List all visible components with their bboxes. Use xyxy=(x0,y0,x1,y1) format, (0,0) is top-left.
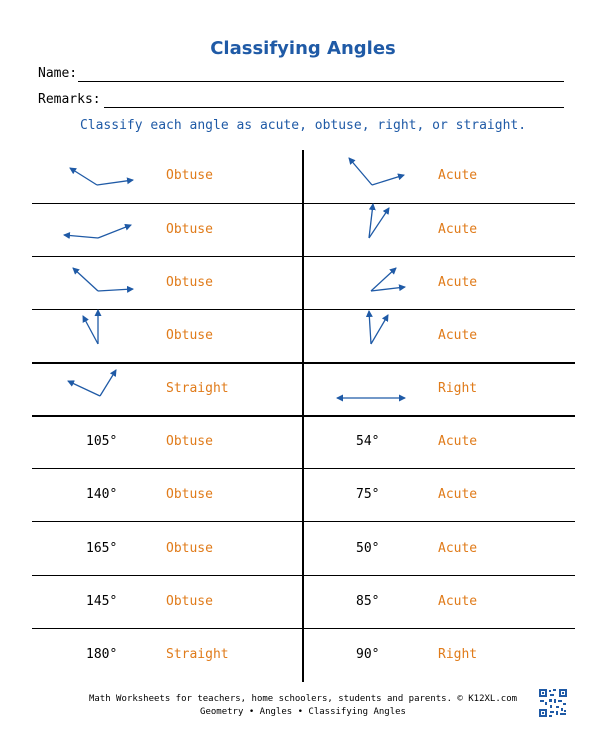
answer-right: Acute xyxy=(438,275,478,290)
remarks-label: Remarks: xyxy=(38,92,101,107)
answer-left: Obtuse xyxy=(166,541,213,556)
answer-left: Obtuse xyxy=(166,487,213,502)
degree-value: 54° xyxy=(356,434,380,449)
angle-figure-6 xyxy=(349,158,404,185)
answer-left: Straight xyxy=(166,647,229,662)
footer-line-1: Math Worksheets for teachers, home schoolers, students and parents. © K12XL.com xyxy=(88,694,518,704)
qr-code-icon xyxy=(538,688,568,718)
angle-figure-9 xyxy=(369,311,388,344)
answer-left: Straight xyxy=(166,381,229,396)
degree-value: 145° xyxy=(86,594,118,609)
answer-right: Right xyxy=(438,647,478,662)
answer-left: Obtuse xyxy=(166,168,213,183)
answer-right: Acute xyxy=(438,168,478,183)
angle-figure-3 xyxy=(73,268,133,291)
instruction-text: Classify each angle as acute, obtuse, right, or straight. xyxy=(79,118,527,133)
name-label: Name: xyxy=(38,66,78,81)
answer-right: Acute xyxy=(438,222,478,237)
worksheet-title: Classifying Angles xyxy=(210,38,396,59)
angle-figure-7 xyxy=(369,204,389,238)
answer-left: Obtuse xyxy=(166,594,213,609)
answer-right: Acute xyxy=(438,541,478,556)
answer-left: Obtuse xyxy=(166,328,213,343)
angle-figure-2 xyxy=(64,225,131,238)
degree-value: 180° xyxy=(86,647,118,662)
answer-left: Obtuse xyxy=(166,222,213,237)
degree-value: 50° xyxy=(356,541,380,556)
degree-value: 75° xyxy=(356,487,380,502)
answer-right: Acute xyxy=(438,328,478,343)
angle-figure-1 xyxy=(70,168,133,185)
answer-right: Acute xyxy=(438,594,478,609)
angle-figure-5 xyxy=(68,370,116,396)
answer-left: Obtuse xyxy=(166,275,213,290)
angle-figure-8 xyxy=(371,268,405,291)
degree-value: 85° xyxy=(356,594,380,609)
degree-value: 165° xyxy=(86,541,118,556)
degree-value: 90° xyxy=(356,647,380,662)
answer-right: Right xyxy=(438,381,478,396)
degree-value: 105° xyxy=(86,434,118,449)
degree-value: 140° xyxy=(86,487,118,502)
footer-line-2: Geometry • Angles • Classifying Angles xyxy=(200,707,406,717)
answer-left: Obtuse xyxy=(166,434,213,449)
angle-figure-4 xyxy=(83,310,98,344)
answer-right: Acute xyxy=(438,487,478,502)
answer-right: Acute xyxy=(438,434,478,449)
